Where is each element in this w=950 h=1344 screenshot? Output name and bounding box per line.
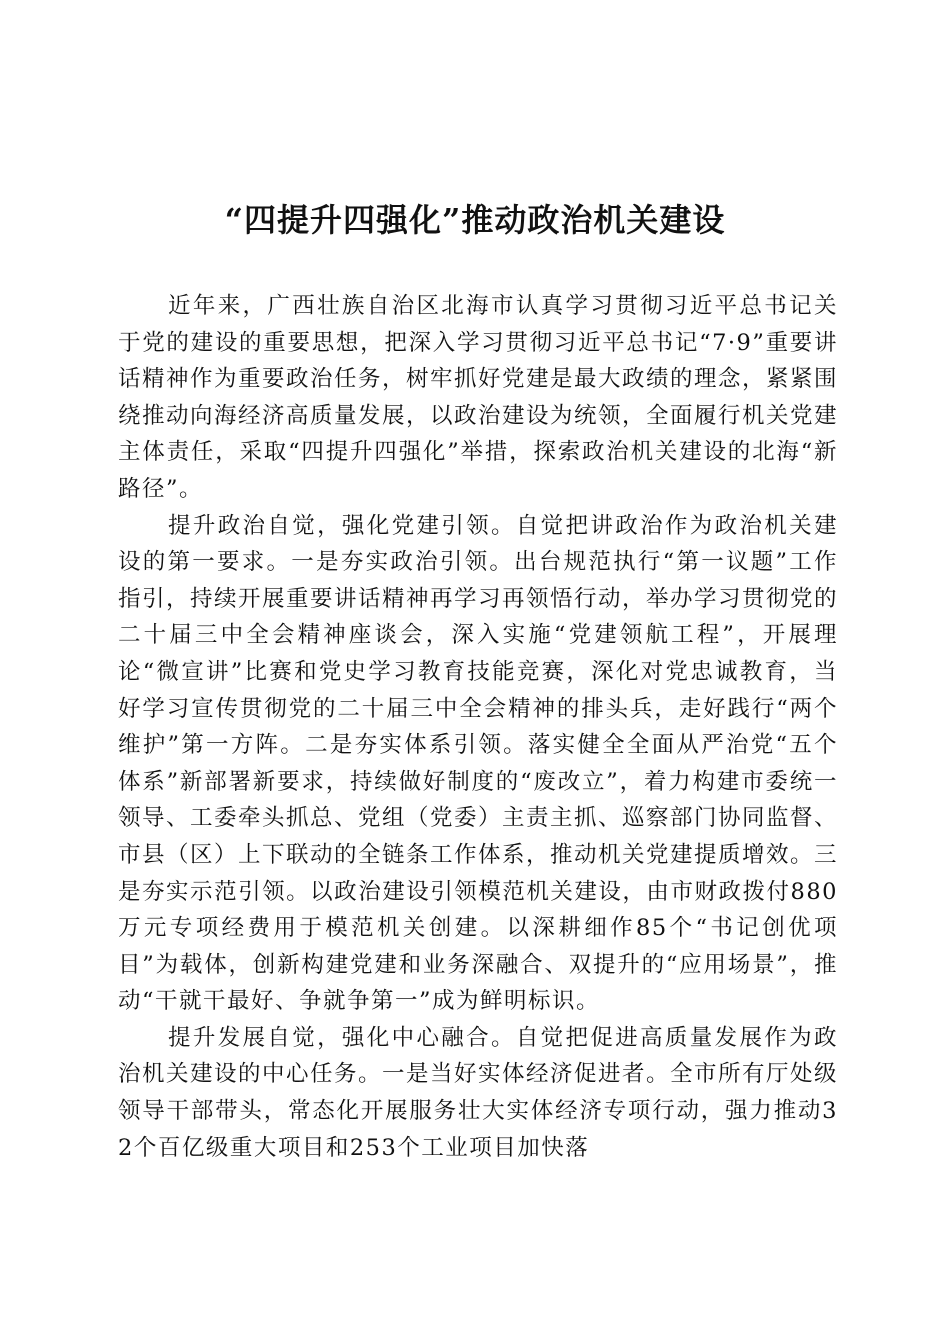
document-title: “四提升四强化”推动政治机关建设 [224, 201, 726, 239]
paragraph-development-awareness: 提升发展自觉，强化中心融合。自觉把促进高质量发展作为政治机关建设的中心任务。一是当好实体经济促进者。全市所有厅处级领导干部带头，常态化开展服务壮大实体经济专项行动，强力推动32个百亿级重大项目和253个工业项目加快落 [118, 1024, 839, 1161]
paragraph-political-awareness: 提升政治自觉，强化党建引领。自觉把讲政治作为政治机关建设的第一要求。一是夯实政治引领。出台规范执行“第一议题”工作指引，持续开展重要讲话精神再学习再领悟行动，举办学习贯彻党的二十届三中全会精神座谈会，深入实施“党建领航工程”，开展理论“微宣讲”比赛和党史学习教育技能竞赛，深化对党忠诚教育，当好学习宣传贯彻党的二十届三中全会精神的排头兵，走好践行“两个维护”第一方阵。二是夯实体系引领。落实健全全面从严治党“五个体系”新部署新要求，持续做好制度的“废改立”，着力构建市委统一领导、工委牵头抓总、党组（党委）主责主抓、巡察部门协同监督、市县（区）上下联动的全链条工作体系，推动机关党建提质增效。三是夯实示范引领。以政治建设引领模范机关建设，由市财政拨付880万元专项经费用于模范机关创建。以深耕细作85个“书记创优项目”为载体，创新构建党建和业务深融合、双提升的“应用场景”，推动“干就干最好、争就争第一”成为鲜明标识。 [118, 512, 839, 1015]
document-body [118, 288, 838, 1166]
paragraph-intro: 近年来，广西壮族自治区北海市认真学习贯彻习近平总书记关于党的建设的重要思想，把深入学习贯彻习近平总书记“7·9”重要讲话精神作为重要政治任务，树牢抓好党建是最大政绩的理念，紧紧围绕推动向海经济高质量发展，以政治建设为统领，全面履行机关党建主体责任，采取“四提升四强化”举措，探索政治机关建设的北海“新路径”。 [118, 293, 839, 502]
